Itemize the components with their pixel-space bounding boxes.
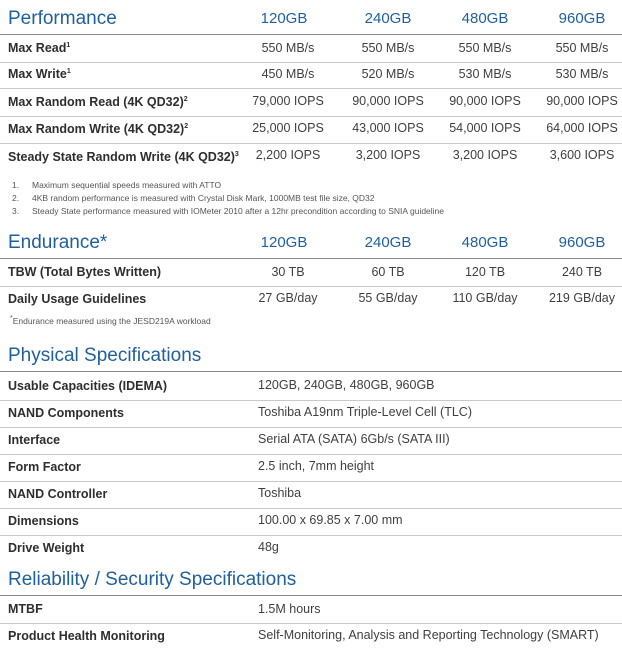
phys-row-label: NAND Components (8, 406, 124, 420)
perf-cell: 520 MB/s (361, 67, 415, 81)
perf-cell: 550 MB/s (261, 41, 315, 55)
end-col-240gb: 240GB (364, 234, 412, 251)
perf-cell: 550 MB/s (361, 41, 415, 55)
divider (0, 535, 622, 536)
perf-cell: 3,200 IOPS (452, 148, 518, 162)
divider (0, 400, 622, 401)
end-cell: 60 TB (371, 265, 405, 279)
perf-col-120gb: 120GB (260, 10, 308, 27)
perf-cell: 550 MB/s (555, 41, 609, 55)
endurance-footnote: *Endurance measured using the JESD219A workload (10, 315, 211, 326)
rel-row-label: Product Health Monitoring (8, 629, 165, 643)
phys-value: Toshiba A19nm Triple-Level Cell (TLC) (258, 405, 472, 419)
rel-value: Self-Monitoring, Analysis and Reporting Technology (SMART) (258, 628, 599, 642)
phys-value: 2.5 inch, 7mm height (258, 459, 375, 473)
divider (0, 481, 622, 482)
reliability-title: Reliability / Security Specifications (8, 569, 297, 590)
perf-cell: 90,000 IOPS (449, 94, 521, 108)
divider (0, 143, 622, 144)
end-cell: 240 TB (561, 265, 603, 279)
end-cell: 110 GB/day (452, 291, 518, 305)
footnote-3: 3. (12, 206, 20, 216)
phys-row-label: Form Factor (8, 460, 81, 474)
divider (0, 508, 622, 509)
end-cell: 30 TB (271, 265, 305, 279)
rel-row-label: MTBF (8, 602, 43, 616)
perf-cell: 3,600 IOPS (549, 148, 615, 162)
perf-cell: 530 MB/s (458, 67, 512, 81)
perf-cell: 530 MB/s (555, 67, 609, 81)
footnote-3-text: Steady State performance measured with IOMeter 2010 after a 12hr precondition according to SNIA guideline (32, 206, 445, 216)
divider (0, 371, 622, 372)
divider (0, 258, 622, 259)
perf-row-label: Max Random Read (4K QD32)$^2$ (8, 95, 188, 109)
phys-value: Serial ATA (SATA) 6Gb/s (SATA III) (258, 432, 450, 446)
perf-cell: 450 MB/s (261, 67, 315, 81)
divider (0, 286, 622, 287)
end-col-480gb: 480GB (461, 234, 509, 251)
divider (0, 62, 622, 63)
perf-row-label: Max Write$^1$ (8, 67, 71, 81)
divider (0, 34, 622, 35)
perf-cell: 2,200 IOPS (255, 148, 321, 162)
physical-title: Physical Specifications (8, 345, 202, 366)
rel-value: 1.5M hours (258, 602, 321, 616)
perf-row-label: Max Read$^1$ (8, 41, 71, 55)
phys-value: 120GB, 240GB, 480GB, 960GB (258, 378, 435, 392)
footnote-1: 1. (12, 180, 20, 190)
perf-col-480gb: 480GB (461, 10, 509, 27)
footnote-1-text: Maximum sequential speeds measured with ATTO (32, 180, 222, 190)
end-col-960gb: 960GB (558, 234, 606, 251)
divider (0, 427, 622, 428)
divider (0, 623, 622, 624)
end-cell: 120 TB (464, 265, 506, 279)
perf-cell: 90,000 IOPS (352, 94, 424, 108)
performance-title: Performance (8, 8, 117, 29)
perf-cell: 3,200 IOPS (355, 148, 421, 162)
end-cell: 27 GB/day (258, 291, 318, 305)
endurance-title: Endurance* (8, 232, 108, 253)
footnote-2-text: 4KB random performance is measured with Crystal Disk Mark, 1000MB test file size, QD32 (32, 193, 375, 203)
perf-row-label: Max Random Write (4K QD32)$^2$ (8, 122, 189, 136)
phys-value: 48g (258, 540, 279, 554)
perf-row-label: Steady State Random Write (4K QD32)$^3$ (8, 150, 239, 164)
end-row-label: Daily Usage Guidelines (8, 292, 147, 306)
phys-value: Toshiba (258, 486, 302, 500)
perf-cell: 90,000 IOPS (546, 94, 618, 108)
footnote-2: 2. (12, 193, 20, 203)
perf-col-960gb: 960GB (558, 10, 606, 27)
perf-cell: 43,000 IOPS (352, 121, 424, 135)
phys-row-label: Usable Capacities (IDEMA) (8, 379, 168, 393)
phys-value: 100.00 x 69.85 x 7.00 mm (258, 513, 403, 527)
phys-row-label: Interface (8, 433, 61, 447)
divider (0, 595, 622, 596)
end-cell: 55 GB/day (358, 291, 418, 305)
perf-cell: 79,000 IOPS (252, 94, 324, 108)
perf-cell: 54,000 IOPS (449, 121, 521, 135)
divider (0, 454, 622, 455)
divider (0, 116, 622, 117)
end-cell: 219 GB/day (548, 291, 615, 305)
perf-cell: 550 MB/s (458, 41, 512, 55)
perf-cell: 25,000 IOPS (252, 121, 324, 135)
end-col-120gb: 120GB (260, 234, 308, 251)
perf-cell: 64,000 IOPS (546, 121, 618, 135)
perf-col-240gb: 240GB (364, 10, 412, 27)
phys-row-label: Dimensions (8, 514, 79, 528)
divider (0, 88, 622, 89)
phys-row-label: Drive Weight (8, 541, 85, 555)
end-row-label: TBW (Total Bytes Written) (8, 265, 162, 279)
phys-row-label: NAND Controller (8, 487, 108, 501)
